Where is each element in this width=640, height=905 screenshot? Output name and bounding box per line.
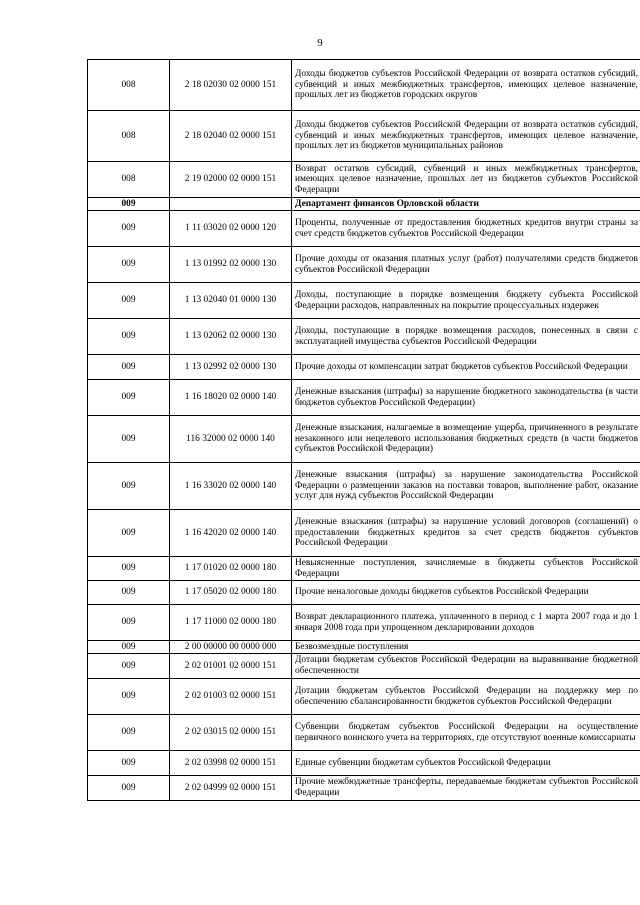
budget-code-cell: 1 13 02992 02 0000 130 bbox=[170, 355, 292, 380]
description-cell: Прочие доходы от компенсации затрат бюджетов субъектов Российской Федерации bbox=[292, 355, 640, 380]
description-cell: Субвенции бюджетам субъектов Российской Федерации на осуществление первичного воинского учета на территориях, где отсутствуют военные комиссариаты bbox=[292, 715, 640, 751]
admin-code-cell: 009 bbox=[88, 679, 170, 715]
table-row bbox=[88, 355, 640, 380]
description-cell: Доходы, поступающие в порядке возмещения расходов, понесенных в связи с эксплуатацией имущества субъектов Российской Федерации bbox=[292, 319, 640, 355]
admin-code-cell: 009 bbox=[88, 283, 170, 319]
description-cell: Возврат остатков субсидий, субвенций и иных межбюджетных трансфертов, имеющих целевое назначение, прошлых лет из бюджетов субъектов Российской Федерации bbox=[292, 162, 640, 198]
admin-code-cell: 009 bbox=[88, 319, 170, 355]
budget-code-cell: 1 11 03020 02 0000 120 bbox=[170, 211, 292, 247]
description-cell: Доходы, поступающие в порядке возмещения бюджету субъекта Российской Федерации расходов, направленных на покрытие процессуальных издержек bbox=[292, 283, 640, 319]
table-row bbox=[88, 641, 640, 654]
admin-code-cell: 009 bbox=[88, 605, 170, 641]
description-cell: Невыясненные поступления, зачисляемые в бюджеты субъектов Российской Федерации bbox=[292, 557, 640, 581]
description-cell: Департамент финансов Орловской области bbox=[292, 198, 640, 211]
budget-code-cell: 2 00 00000 00 0000 000 bbox=[170, 641, 292, 654]
table-row bbox=[88, 319, 640, 355]
description-cell: Единые субвенции бюджетам субъектов Российской Федерации bbox=[292, 751, 640, 776]
table-row bbox=[88, 715, 640, 751]
table-row bbox=[88, 776, 640, 801]
admin-code-cell: 008 bbox=[88, 162, 170, 198]
budget-code-cell: 1 17 05020 02 0000 180 bbox=[170, 581, 292, 605]
table-row bbox=[88, 247, 640, 283]
revenue-codes-table bbox=[87, 59, 640, 801]
budget-code-cell: 1 13 02062 02 0000 130 bbox=[170, 319, 292, 355]
table-row bbox=[88, 416, 640, 463]
table-row bbox=[88, 162, 640, 198]
budget-code-cell: 1 13 01992 02 0000 130 bbox=[170, 247, 292, 283]
budget-code-cell: 1 16 18020 02 0000 140 bbox=[170, 380, 292, 416]
budget-code-cell: 2 18 02040 02 0000 151 bbox=[170, 111, 292, 162]
department-row bbox=[88, 198, 640, 211]
budget-code-cell: 1 17 11000 02 0000 180 bbox=[170, 605, 292, 641]
table-row bbox=[88, 283, 640, 319]
admin-code-cell: 009 bbox=[88, 416, 170, 463]
admin-code-cell: 009 bbox=[88, 776, 170, 801]
description-cell: Доходы бюджетов субъектов Российской Федерации от возврата остатков субсидий, субвенций и иных межбюджетных трансфертов, имеющих целевое назначение, прошлых лет из бюджетов городских округов bbox=[292, 60, 640, 111]
table-row bbox=[88, 510, 640, 557]
admin-code-cell: 009 bbox=[88, 715, 170, 751]
admin-code-cell: 008 bbox=[88, 60, 170, 111]
admin-code-cell: 009 bbox=[88, 654, 170, 679]
admin-code-cell: 009 bbox=[88, 510, 170, 557]
admin-code-cell: 009 bbox=[88, 581, 170, 605]
table-row bbox=[88, 111, 640, 162]
table-row bbox=[88, 581, 640, 605]
description-cell: Прочие неналоговые доходы бюджетов субъектов Российской Федерации bbox=[292, 581, 640, 605]
table-body bbox=[88, 60, 640, 801]
admin-code-cell: 009 bbox=[88, 211, 170, 247]
table-row bbox=[88, 605, 640, 641]
budget-code-cell bbox=[170, 198, 292, 211]
table-row bbox=[88, 751, 640, 776]
description-cell: Прочие доходы от оказания платных услуг (работ) получателями средств бюджетов субъектов Российской Федерации bbox=[292, 247, 640, 283]
description-cell: Денежные взыскания (штрафы) за нарушение условий договоров (соглашений) о предоставлении бюджетных кредитов за счет средств бюджетов субъектов Российской Федерации bbox=[292, 510, 640, 557]
description-cell: Денежные взыскания (штрафы) за нарушение законодательства Российской Федерации о размещении заказов на поставки товаров, выполнение работ, оказание услуг для нужд субъектов Российской Федерации bbox=[292, 463, 640, 510]
budget-code-cell: 1 13 02040 01 0000 130 bbox=[170, 283, 292, 319]
table-row bbox=[88, 654, 640, 679]
description-cell: Возврат декларационного платежа, уплаченного в период с 1 марта 2007 года и до 1 января 2008 года при упрощенном декларировании доходов bbox=[292, 605, 640, 641]
budget-code-cell: 2 02 03998 02 0000 151 bbox=[170, 751, 292, 776]
table-row bbox=[88, 211, 640, 247]
budget-code-cell: 2 02 04999 02 0000 151 bbox=[170, 776, 292, 801]
table-row bbox=[88, 380, 640, 416]
table-row bbox=[88, 557, 640, 581]
description-cell: Доходы бюджетов субъектов Российской Федерации от возврата остатков субсидий, субвенций и иных межбюджетных трансфертов, имеющих целевое назначение, прошлых лет из бюджетов муниципальных районов bbox=[292, 111, 640, 162]
admin-code-cell: 009 bbox=[88, 751, 170, 776]
budget-code-cell: 2 02 01003 02 0000 151 bbox=[170, 679, 292, 715]
description-cell: Прочие межбюджетные трансферты, передаваемые бюджетам субъектов Российской Федерации bbox=[292, 776, 640, 801]
table-row bbox=[88, 463, 640, 510]
admin-code-cell: 009 bbox=[88, 247, 170, 283]
admin-code-cell: 009 bbox=[88, 198, 170, 211]
budget-code-cell: 2 18 02030 02 0000 151 bbox=[170, 60, 292, 111]
budget-code-cell: 2 02 01001 02 0000 151 bbox=[170, 654, 292, 679]
budget-code-cell: 2 02 03015 02 0000 151 bbox=[170, 715, 292, 751]
admin-code-cell: 009 bbox=[88, 380, 170, 416]
budget-code-cell: 1 17 01020 02 0000 180 bbox=[170, 557, 292, 581]
description-cell: Безвозмездные поступления bbox=[292, 641, 640, 654]
description-cell: Проценты, полученные от предоставления бюджетных кредитов внутри страны за счет средств бюджетов субъектов Российской Федерации bbox=[292, 211, 640, 247]
admin-code-cell: 008 bbox=[88, 111, 170, 162]
description-cell: Дотации бюджетам субъектов Российской Федерации на поддержку мер по обеспечению сбалансированности бюджетов субъектов Российской Федерации bbox=[292, 679, 640, 715]
admin-code-cell: 009 bbox=[88, 355, 170, 380]
page-number: 9 bbox=[317, 37, 323, 49]
table-row bbox=[88, 679, 640, 715]
description-cell: Денежные взыскания, налагаемые в возмещение ущерба, причиненного в результате незаконного или нецелевого использования бюджетных средств (в части бюджетов субъектов Российской Федерации) bbox=[292, 416, 640, 463]
description-cell: Денежные взыскания (штрафы) за нарушение бюджетного законодательства (в части бюджетов субъектов Российской Федерации) bbox=[292, 380, 640, 416]
budget-code-cell: 1 16 33020 02 0000 140 bbox=[170, 463, 292, 510]
admin-code-cell: 009 bbox=[88, 463, 170, 510]
budget-code-cell: 1 16 42020 02 0000 140 bbox=[170, 510, 292, 557]
table-row bbox=[88, 60, 640, 111]
admin-code-cell: 009 bbox=[88, 557, 170, 581]
description-cell: Дотации бюджетам субъектов Российской Федерации на выравнивание бюджетной обеспеченности bbox=[292, 654, 640, 679]
budget-code-cell: 116 32000 02 0000 140 bbox=[170, 416, 292, 463]
admin-code-cell: 009 bbox=[88, 641, 170, 654]
budget-code-cell: 2 19 02000 02 0000 151 bbox=[170, 162, 292, 198]
